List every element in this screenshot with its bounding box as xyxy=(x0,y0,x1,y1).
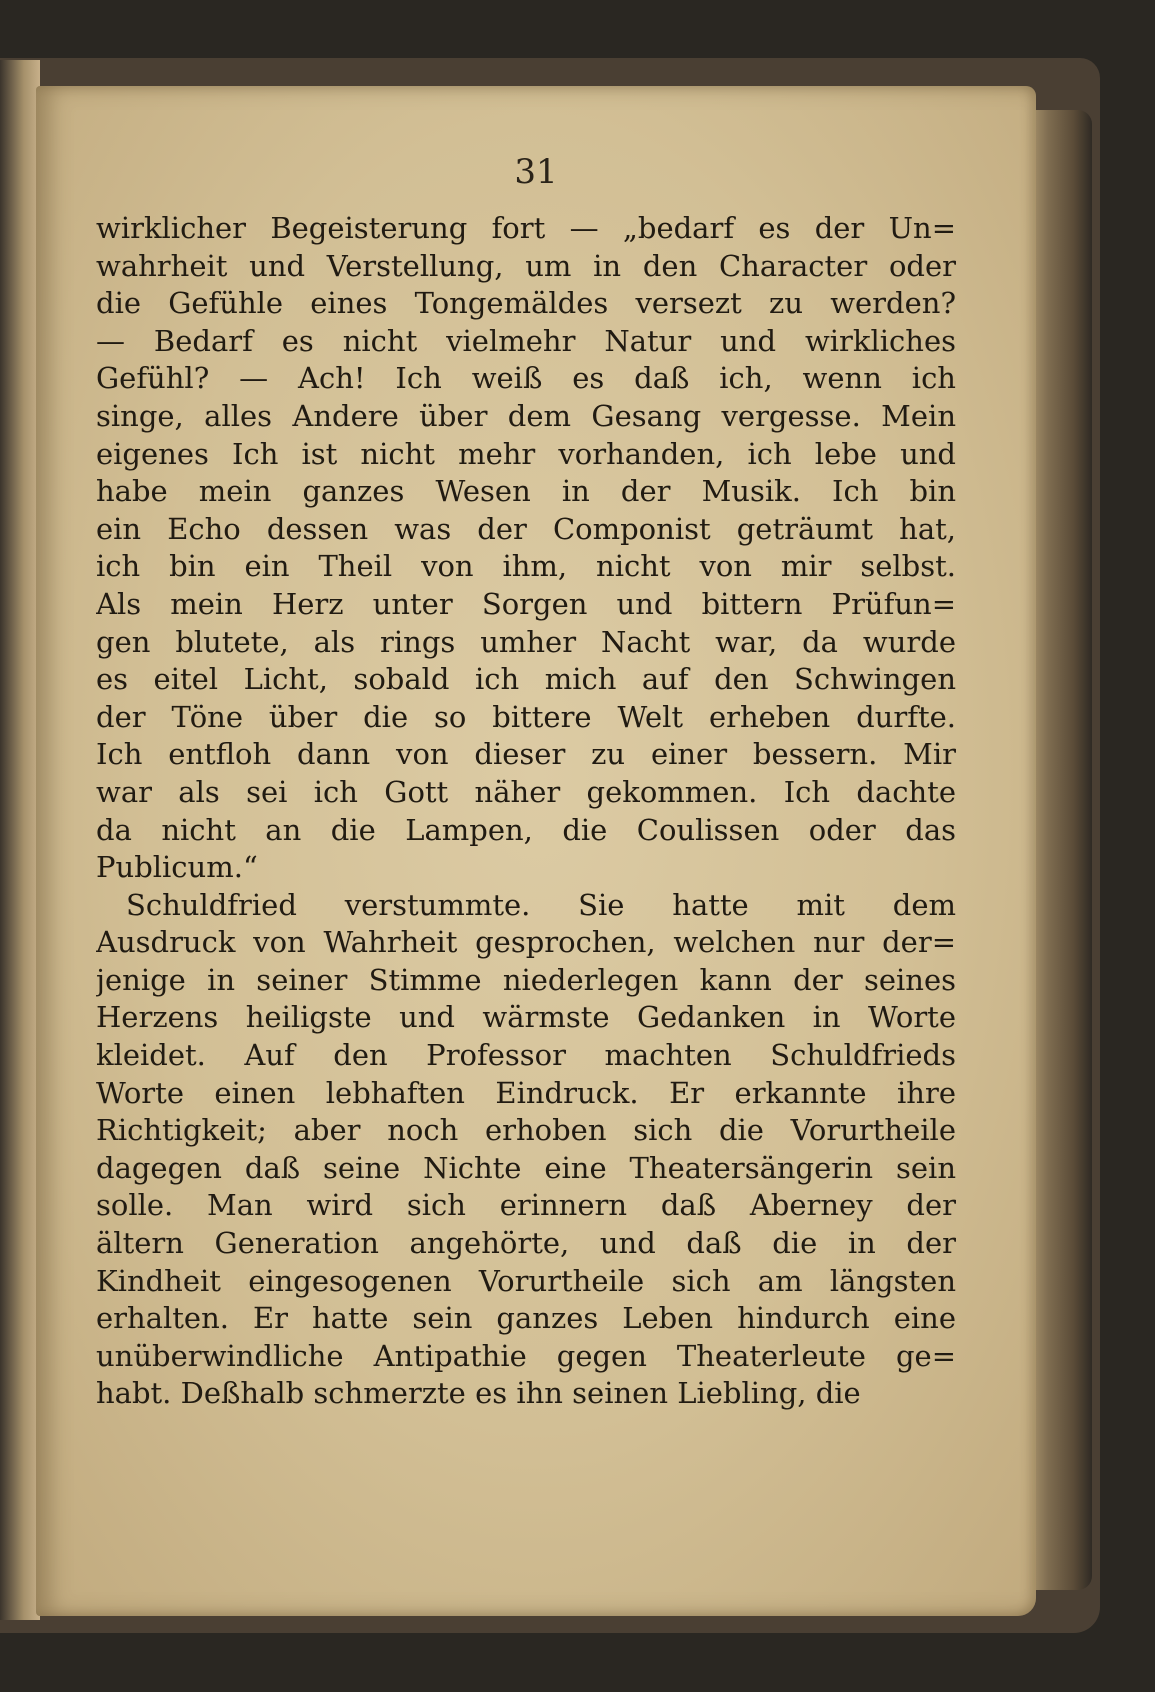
text-line: eigenes Ich ist nicht mehr vorhanden, ich lebe und xyxy=(96,436,956,471)
text-line: Herzens heiligste und wärmste Gedanken in Worte xyxy=(96,1000,956,1035)
text-line: war als sei ich Gott näher gekommen. Ich dachte xyxy=(96,774,956,809)
text-line: wahrheit und Verstellung, um in den Character oder xyxy=(96,248,956,283)
text-line: habt. Deßhalb schmerzte es ihn seinen Liebling, die xyxy=(96,1376,861,1411)
text-line: Als mein Herz unter Sorgen und bittern Prüfun= xyxy=(96,586,956,621)
text-line: der Töne über die so bittere Welt erheben durfte. xyxy=(96,699,956,734)
text-line: habe mein ganzes Wesen in der Musik. Ich bin xyxy=(96,474,956,509)
text-line: Publicum.“ xyxy=(96,850,258,885)
page-block-edge xyxy=(1030,110,1092,1590)
text-line: Worte einen lebhaften Eindruck. Er erkannte ihre xyxy=(96,1075,956,1110)
text-line: singe, alles Andere über dem Gesang vergesse. Mein xyxy=(96,398,956,433)
text-line: ich bin ein Theil von ihm, nicht von mir selbst. xyxy=(96,549,956,584)
text-line: Schuldfried verstummte. Sie hatte mit dem xyxy=(126,887,956,922)
text-line: solle. Man wird sich erinnern daß Aberney der xyxy=(96,1188,956,1223)
page-number: 31 xyxy=(514,152,558,192)
text-line: es eitel Licht, sobald ich mich auf den Schwingen xyxy=(96,662,956,697)
text-line: unüberwindliche Antipathie gegen Theaterleute ge= xyxy=(96,1338,956,1373)
text-line: wirklicher Begeisterung fort — „bedarf es der Un= xyxy=(96,211,956,245)
text-line: die Gefühle eines Tongemäldes versezt zu werden? xyxy=(96,286,956,321)
text-line: Kindheit eingesogenen Vorurtheile sich am längsten xyxy=(96,1263,956,1298)
text-line: ältern Generation angehörte, und daß die in der xyxy=(96,1226,956,1261)
text-line: ein Echo dessen was der Componist geträumt hat, xyxy=(96,511,956,546)
text-line: kleidet. Auf den Professor machten Schuldfrieds xyxy=(96,1038,956,1073)
text-line: dagegen daß seine Nichte eine Theatersängerin sein xyxy=(96,1150,956,1185)
book-page xyxy=(36,86,1036,1616)
book-spine xyxy=(0,60,40,1620)
text-line: Ich entfloh dann von dieser zu einer bessern. Mir xyxy=(96,737,956,772)
text-line: Richtigkeit; aber noch erhoben sich die Vorurtheile xyxy=(96,1113,956,1148)
text-line: gen blutete, als rings umher Nacht war, da wurde xyxy=(96,624,956,659)
text-line: — Bedarf es nicht vielmehr Natur und wirkliches xyxy=(96,323,956,358)
text-line: da nicht an die Lampen, die Coulissen oder das xyxy=(96,812,956,847)
text-line: Gefühl? — Ach! Ich weiß es daß ich, wenn ich xyxy=(96,361,956,396)
text-line: erhalten. Er hatte sein ganzes Leben hindurch eine xyxy=(96,1301,956,1336)
text-line: jenige in seiner Stimme niederlegen kann der seines xyxy=(96,962,956,997)
page-text xyxy=(96,210,956,1413)
text-line: Ausdruck von Wahrheit gesprochen, welchen nur der= xyxy=(96,925,956,960)
